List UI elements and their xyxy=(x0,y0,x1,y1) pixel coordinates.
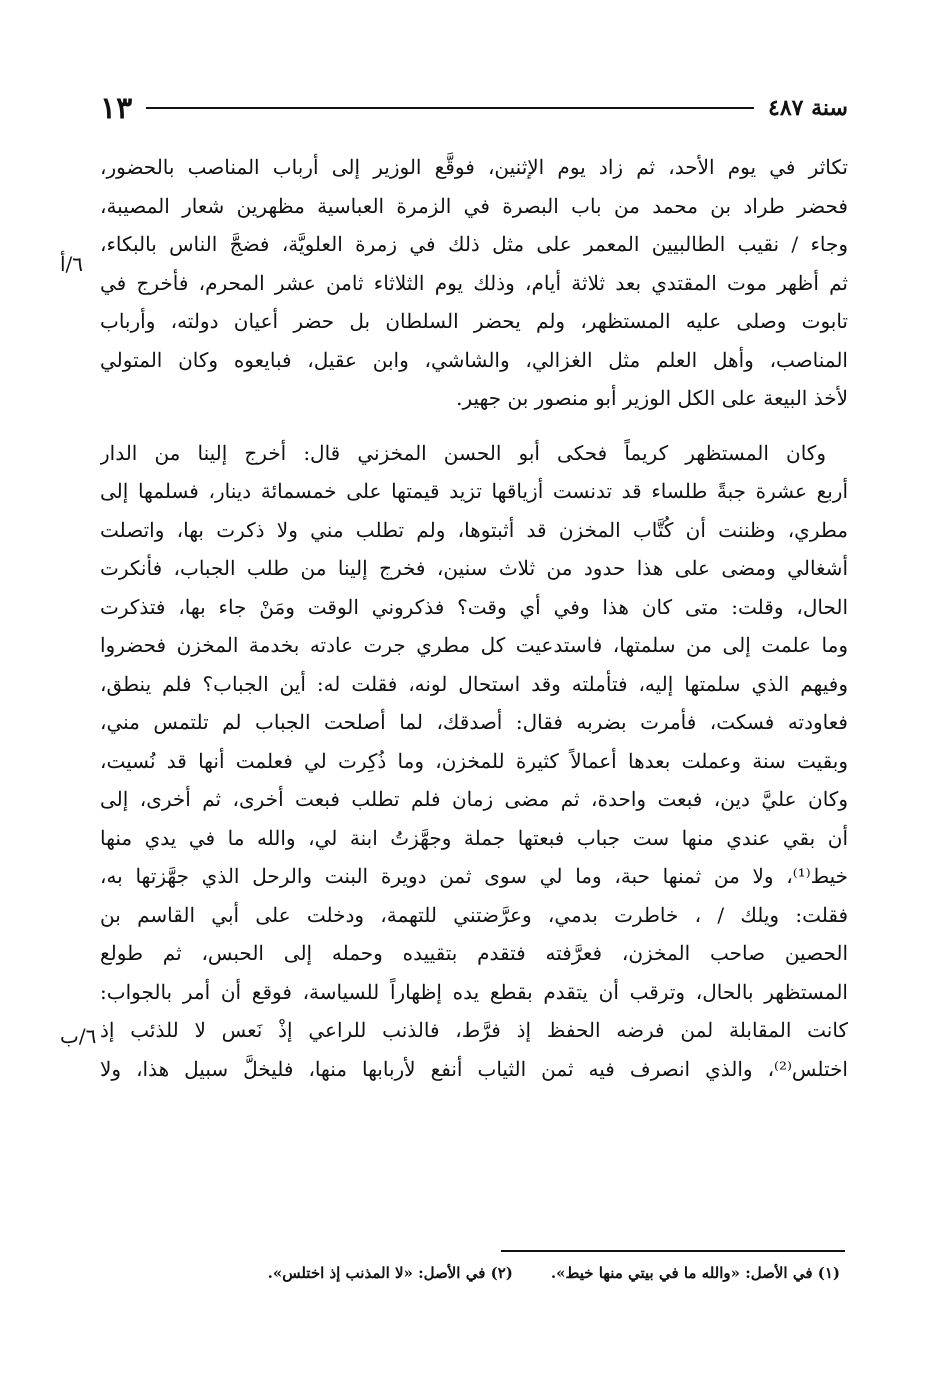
text-line: أشغالي ومضى على هذا حدود من ثلاث سنين، فخرج إلينا من طلب الجباب، فأنكرت xyxy=(100,556,848,580)
main-text xyxy=(100,148,848,1088)
paragraph xyxy=(100,148,848,418)
text-line: وبقيت سنة وعملت بعدها أعمالاً كثيرة للمخزن، وما ذُكِرت لي فعلمت أنها قد نُسيت، xyxy=(100,748,848,773)
footnotes xyxy=(180,1258,840,1288)
text-line: فقلت: ويلك / ، خاطرت بدمي، وعرَّضتني للتهمة، ودخلت على أبي القاسم بن xyxy=(100,902,848,927)
text-line: أربع عشرة جبةً طلساء قد تدنست أزياقها تزيد قيمتها على خمسمائة دينار، فسلمها إلى xyxy=(100,479,848,503)
text-line: مطري، وظننت أن كُتَّاب المخزن قد أثبتوها، ولم تطلب مني ولا ذكرت بها، واتصلت xyxy=(100,517,848,542)
header-rule xyxy=(146,107,754,109)
footnote-1: (١) في الأصل: «والله ما في بيتي منها خيط». xyxy=(550,1264,840,1282)
footnote-separator xyxy=(501,1250,845,1252)
text-line: اختلس⁽²⁾، والذي انصرف فيه ثمن الثياب أنفع لأربابها منها، فليخلَّ سبيل هذا، ولا xyxy=(100,1056,848,1081)
text-line: وكان المستظهر كريماً فحكى أبو الحسن المخزني قال: أخرج إلينا من الدار xyxy=(100,440,826,465)
margin-folio-note: ٦/أ xyxy=(60,252,84,276)
header-year: سنة ٤٨٧ xyxy=(768,95,848,121)
text-line: وما علمت إلى من سلمتها، فاستدعيت كل مطري جرت عادته بخدمة المخزن فحضروا xyxy=(100,633,848,657)
text-line: فحضر طراد بن محمد من باب البصرة في الزمرة العباسية مظهرين شعار المصيبة، xyxy=(100,193,848,218)
text-line: خيط⁽¹⁾، ولا من ثمنها حبة، وما لي سوى ثمن دويرة البنت والرحل الذي جهَّزتها به، xyxy=(100,864,848,888)
footnote-2: (٢) في الأصل: «لا المذنب إذ اختلس». xyxy=(267,1264,513,1282)
paragraph-gap xyxy=(100,418,848,434)
page-number: ١٣ xyxy=(100,90,133,126)
text-line: ثم أظهر موت المقتدي بعد ثلاثة أيام، وذلك يوم الثلاثاء ثامن عشر المحرم، فأخرج في xyxy=(100,270,848,295)
text-line: وجاء / نقيب الطالبيين المعمر على مثل ذلك في زمرة العلويَّة، فضجَّ الناس بالبكاء، xyxy=(100,232,848,256)
text-line: الحصين صاحب المخزن، فعرَّفته فتقدم بتقييده وحمله إلى الحبس، ثم طولع xyxy=(100,941,848,965)
text-line: الحال، وقلت: متى كان هذا وفي أي وقت؟ فذكروني الوقت ومَنْ جاء بها، فتذكرت xyxy=(100,594,848,619)
text-line: أن بقي عندي منها ست جباب فبعتها جملة وجهَّزتُ ابنة لي، والله ما في يدي منها xyxy=(100,825,848,850)
paragraph xyxy=(100,434,848,1089)
text-line: وكان عليَّ دين، فبعت واحدة، ثم مضى زمان فلم تطلب فبعت أخرى، ثم أخرى، إلى xyxy=(100,787,848,811)
text-line: تابوت وصلى عليه المستظهر، ولم يحضر السلطان بل حضر أعيان دولته، وأرباب xyxy=(100,309,848,333)
text-line: فعاودته فسكت، فأمرت بضربه فقال: أصدقك، لما أصلحت الجباب لم تلتمس مني، xyxy=(100,710,848,734)
text-line: المناصب، وأهل العلم مثل الغزالي، والشاشي، وابن عقيل، فبايعوه وكان المتولي xyxy=(100,347,848,372)
margin-folio-note: ٦/ب xyxy=(60,1024,97,1048)
text-line: المستظهر بالحال، وترقب أن يتقدم بقطع يده إظهاراً للسياسة، فوقع أن أمر بالجواب: xyxy=(100,979,848,1004)
text-line: وفيهم الذي سلمتها إليه، فتأملته وقد استحال لونه، فقلت له: أين الجباب؟ فلم ينطق، xyxy=(100,671,848,696)
text-line: كانت المقابلة لمن فرضه الحفظ إذ فرَّط، فالذنب للراعي إذْ نَعس لا للذئب إذ xyxy=(100,1018,848,1042)
text-line: لأخذ البيعة على الكل الوزير أبو منصور بن جهير. xyxy=(456,386,848,410)
text-line: تكاثر في يوم الأحد، ثم زاد يوم الإثنين، فوقَّع الوزير إلى أرباب المناصب بالحضور، xyxy=(100,155,848,179)
running-header xyxy=(100,88,848,128)
